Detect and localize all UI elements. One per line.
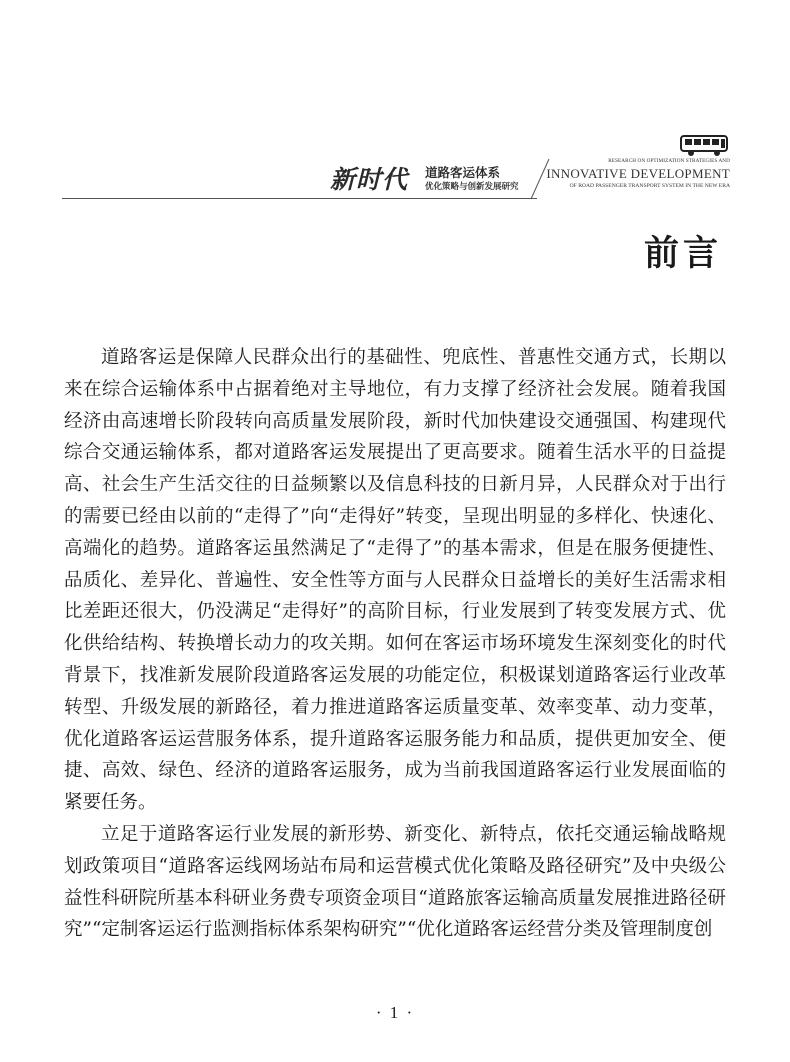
header-rule <box>62 198 537 199</box>
paragraph: 立足于道路客运行业发展的新形势、新变化、新特点，依托交通运输战略规划政策项目“道路客运线网场站布局和运营模式优化策略及路径研究”及中央级公益性科研院所基本科研业务费专项资金项目“道路旅客运输高质量发展推进路径研究”“定制客运运行监测指标体系架构研究”“优化道路客运经营分类及管理制度创 <box>64 823 726 941</box>
bus-icon <box>680 135 728 157</box>
page-number: · 1 · <box>375 1003 415 1022</box>
paragraph: 道路客运是保障人民群众出行的基础性、兜底性、普惠性交通方式，长期以来在综合运输体系中占据着绝对主导地位，有力支撑了经济社会发展。随着我国经济由高速增长阶段转向高质量发展阶段，新时代加快建设交通强国、构建现代综合交通运输体系，都对道路客运发展提出了更高要求。随着生活水平的日益提高、社会生产生活交往的日益频繁以及信息科技的日新月异，人民群众对于出行的需要已经由以前的“走得了”向“走得好”转变，呈现出明显的多样化、快速化、高端化的趋势。道路客运虽然满足了“走得了”的基本需求，但是在服务便捷性、品质化、差异化、普遍性、安全性等方面与人民群众日益增长的美好生活需求相比差距还很大，仍没满足“走得好”的高阶目标，行业发展到了转变发展方式、优化供给结构、转换增长动力的攻关期。如何在客运市场环境发生深刻变化的时代背景下，找准新发展阶段道路客运发展的功能定位，积极谋划道路客运行业改革转型、升级发展的新路径，着力推进道路客运质量变革、效率变革、动力变革，优化道路客运运营服务体系，提升道路客运服务能力和品质，提供更加安全、便捷、高效、绿色、经济的道路客运服务，成为当前我国道路客运行业发展面临的紧要任务。 <box>64 347 726 814</box>
body-text <box>64 342 726 946</box>
page-title: 前言 <box>643 234 722 274</box>
series-subtitle: 优化策略与创新发展研究 <box>425 182 519 192</box>
running-header <box>0 130 790 210</box>
series-title: 道路客运体系 <box>425 165 501 180</box>
series-brand-mark: 新时代 <box>330 165 409 194</box>
english-title-line3: OF ROAD PASSENGER TRANSPORT SYSTEM IN THE NEW ERA <box>569 183 730 189</box>
english-title-line2: INNOVATIVE DEVELOPMENT <box>546 166 730 181</box>
english-title-line1: RESEARCH ON OPTIMIZATION STRATEGIES AND <box>608 158 730 164</box>
